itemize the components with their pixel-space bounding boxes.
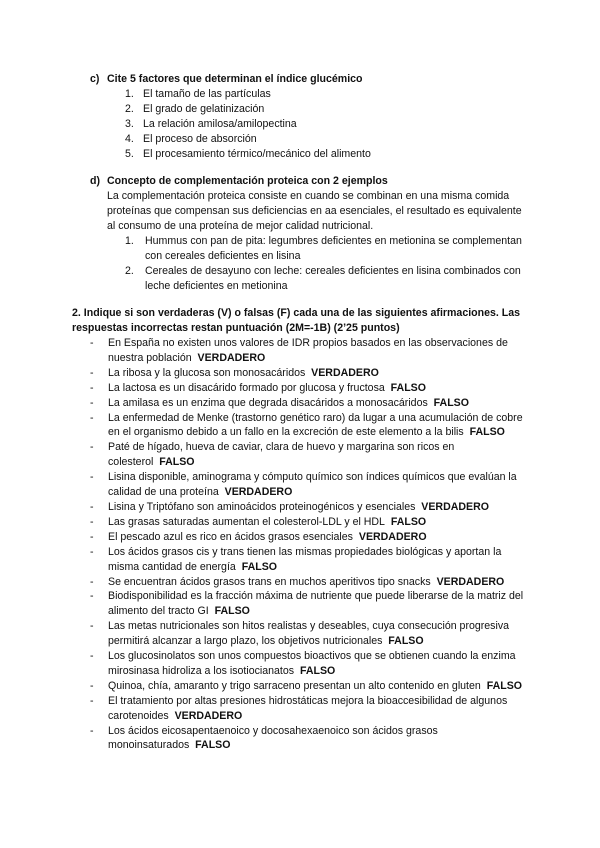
statement-item	[0, 381, 600, 396]
answer-label: VERDADERO	[197, 351, 266, 364]
dash-bullet: -	[90, 530, 94, 543]
statement-text: Paté de hígado, hueva de caviar, clara de huevo y margarina son ricos en colesterol	[108, 441, 455, 469]
statement-text: Quinoa, chía, amaranto y trigo sarraceno presentan un alto contenido en gluten	[108, 679, 481, 692]
dash-bullet: -	[90, 441, 94, 454]
section-c-title: Cite 5 factores que determinan el índice glucémico	[107, 73, 363, 85]
statement-text: La amilasa es un enzima que degrada disacáridos a monosacáridos	[108, 396, 428, 409]
statement-item	[0, 619, 600, 649]
statement-item	[0, 500, 600, 515]
answer-label: FALSO	[195, 739, 231, 752]
statement-text: Los ácidos eicosapentaenoico y docosahexaenoico son ácidos grasos monoinsaturados	[108, 724, 438, 752]
answer-label: FALSO	[299, 664, 336, 677]
statement-item	[0, 530, 600, 545]
statement-item	[0, 694, 600, 724]
list-item-text: El tamaño de las partículas	[143, 88, 271, 100]
statement-item	[0, 396, 600, 411]
list-item	[0, 132, 600, 147]
answer-label: FALSO	[241, 560, 278, 573]
answer-label: VERDADERO	[174, 709, 243, 722]
list-number: 1.	[125, 235, 134, 247]
dash-bullet: -	[90, 694, 94, 707]
statement-item	[0, 649, 600, 679]
statement-text: La enfermedad de Menke (trastorno genético raro) da lugar a una acumulación de cobre en el organismo debido a un fallo en la excreción de este elemento a la bilis	[108, 411, 523, 439]
answer-label: VERDADERO	[436, 575, 505, 588]
list-number: 4.	[125, 132, 134, 145]
dash-bullet: -	[90, 650, 94, 663]
answer-label: VERDADERO	[358, 530, 427, 543]
answer-label: FALSO	[390, 515, 427, 528]
dash-bullet: -	[90, 411, 94, 424]
dash-bullet: -	[90, 471, 94, 484]
statement-item	[0, 724, 600, 754]
answer-label: VERDADERO	[421, 500, 489, 513]
list-number: 2.	[125, 102, 134, 115]
statement-item	[0, 515, 600, 530]
answer-label: FALSO	[486, 679, 523, 692]
answer-label: FALSO	[388, 635, 424, 648]
statement-text: Los glucosinolatos son unos compuestos bioactivos que se obtienen cuando la enzima mirosinasa hidroliza a los isotiocianatos	[108, 650, 516, 677]
dash-bullet: -	[90, 724, 94, 737]
dash-bullet: -	[90, 590, 94, 603]
statement-item	[0, 575, 600, 590]
dash-bullet: -	[90, 679, 94, 692]
statement-text: La lactosa es un disacárido formado por glucosa y fructosa	[108, 381, 385, 394]
statement-item	[0, 679, 600, 694]
list-item	[0, 264, 600, 294]
list-item-text: El procesamiento térmico/mecánico del alimento	[143, 147, 371, 160]
list-item-text: El proceso de absorción	[143, 132, 257, 145]
answer-label: VERDADERO	[311, 366, 379, 379]
section-d-list	[0, 234, 600, 294]
statement-item	[0, 411, 600, 441]
answer-label: FALSO	[214, 605, 250, 618]
list-item-text: La relación amilosa/amilopectina	[143, 117, 297, 130]
section-d-heading	[90, 174, 388, 189]
statement-text: Los ácidos grasos cis y trans tienen las mismas propiedades biológicas y aportan la misma cantidad de energía	[108, 545, 502, 573]
dash-bullet: -	[90, 366, 94, 379]
list-item	[0, 147, 600, 162]
dash-bullet: -	[90, 500, 94, 513]
list-number: 1.	[125, 88, 134, 100]
statement-item	[0, 440, 600, 470]
list-item-text: Cereales de desayuno con leche: cereales deficientes en lisina combinados con leche deficientes en metionina	[145, 264, 521, 292]
section-c-list	[0, 87, 600, 162]
list-item-text: El grado de gelatinización	[143, 102, 265, 115]
dash-bullet: -	[90, 620, 94, 633]
dash-bullet: -	[90, 337, 94, 349]
dash-bullet: -	[90, 545, 94, 558]
statement-text: El tratamiento por altas presiones hidrostáticas mejora la bioaccesibilidad de algunos carotenoides	[108, 694, 508, 722]
list-item	[0, 234, 600, 264]
list-item	[0, 87, 600, 102]
statement-item	[0, 366, 600, 381]
statement-text: Las metas nutricionales son hitos realistas y deseables, cuya consecución progresiva permitirá alcanzar a largo plazo, los objetivos nutricionales	[108, 620, 510, 648]
list-item-text: Hummus con pan de pita: legumbres deficientes en metionina se complementan con cereales deficientes en lisina	[145, 235, 522, 262]
section-d-label: d)	[90, 175, 100, 187]
statement-text: Biodisponibilidad es la fracción máxima de nutriente que puede liberarse de la matriz del alimento del tracto GI	[108, 590, 524, 618]
statement-text: El pescado azul es rico en ácidos grasos esenciales	[108, 530, 353, 543]
statement-text: Las grasas saturadas aumentan el colesterol-LDL y el HDL	[108, 515, 385, 528]
answer-label: VERDADERO	[224, 486, 293, 499]
statement-text: Lisina disponible, aminograma y cómputo químico son índices químicos que evalúan la calidad de una proteína	[108, 471, 517, 499]
list-number: 3.	[125, 117, 134, 130]
statement-item	[0, 589, 600, 619]
answer-label: FALSO	[159, 456, 195, 469]
answer-label: FALSO	[469, 426, 505, 439]
statement-text: Se encuentran ácidos grasos trans en muchos aperitivos tipo snacks	[108, 575, 431, 588]
statement-text: La ribosa y la glucosa son monosacáridos	[108, 366, 306, 379]
dash-bullet: -	[90, 396, 94, 409]
list-item	[0, 102, 600, 117]
statement-item	[0, 336, 600, 366]
true-false-list	[0, 336, 600, 753]
section-2-title: 2. Indique si son verdaderas (V) o falsas (F) cada una de las siguientes afirmaciones. Las respuestas incorrectas restan puntuación (2M=-1B) (2’25 puntos)	[72, 307, 521, 334]
answer-label: FALSO	[390, 381, 426, 394]
statement-item	[0, 545, 600, 575]
list-number: 2.	[125, 264, 134, 277]
list-item	[0, 117, 600, 132]
dash-bullet: -	[90, 515, 94, 528]
section-c-heading	[90, 72, 363, 87]
statement-item	[0, 470, 600, 500]
answer-label: FALSO	[433, 396, 469, 409]
dash-bullet: -	[90, 381, 94, 394]
statement-text: Lisina y Triptófano son aminoácidos proteinogénicos y esenciales	[108, 500, 416, 513]
statement-text: En España no existen unos valores de IDR propios basados en las observaciones de nuestra población	[108, 337, 508, 364]
dash-bullet: -	[90, 575, 94, 588]
section-c-label: c)	[90, 73, 100, 85]
section-d-paragraph: La complementación proteica consiste en cuando se combinan en una misma comida proteínas que compensan sus deficiencias en aa esenciales, el resultado es equivalente al consumo de una proteína de mejor calidad nutricional.	[107, 190, 522, 232]
section-d-title: Concepto de complementación proteica con 2 ejemplos	[107, 175, 388, 187]
list-number: 5.	[125, 147, 134, 160]
